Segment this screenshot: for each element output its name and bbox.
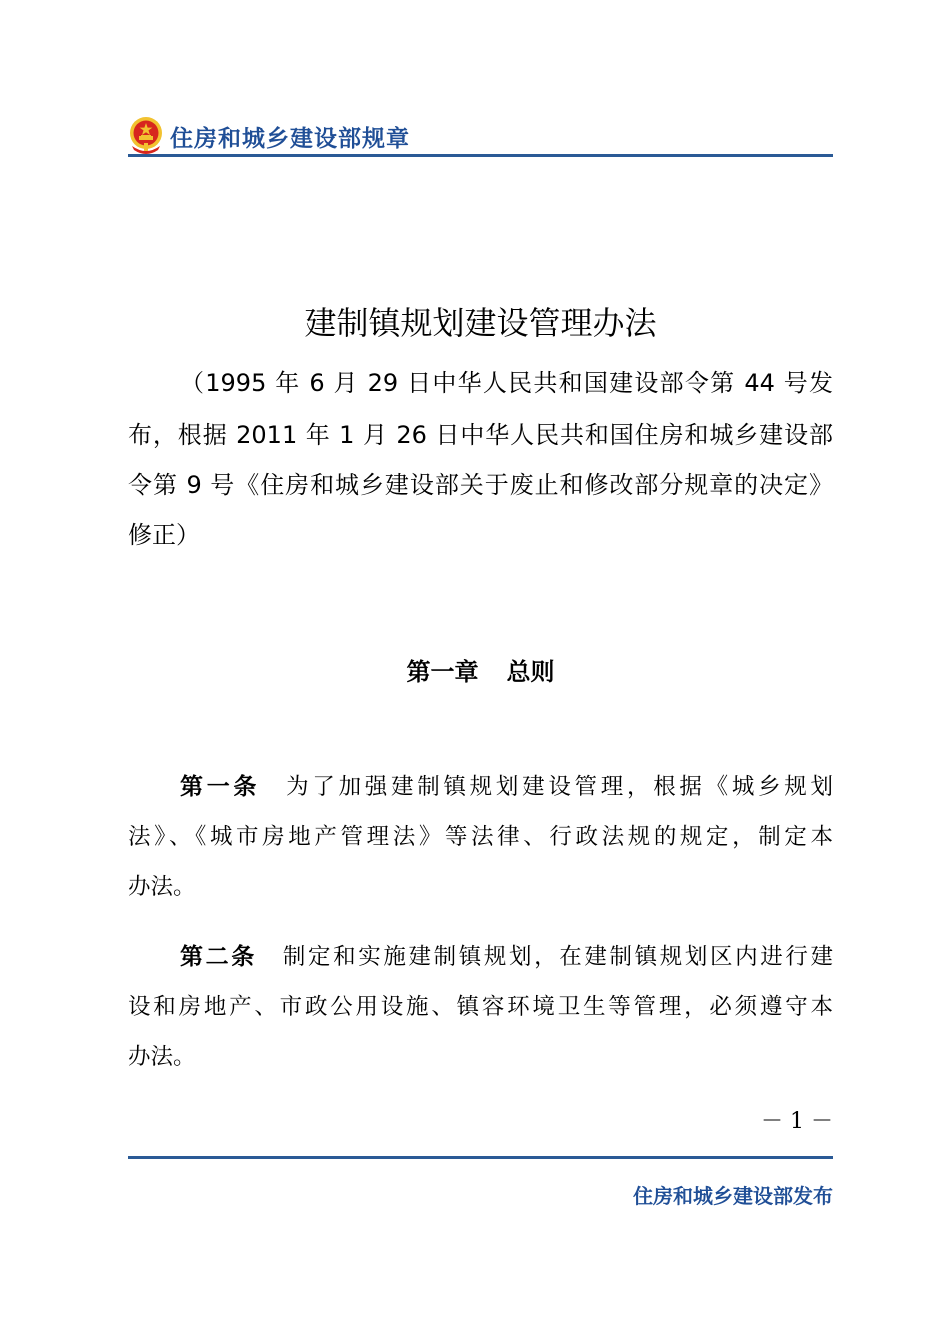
national-emblem-icon — [128, 116, 164, 154]
article-line: 办法。 — [128, 874, 196, 900]
source-line: 令第 9 号《住房和城乡建设部关于废止和修改部分规章的决定》 — [128, 471, 833, 499]
footer-divider — [128, 1156, 833, 1159]
article-label: 第二条 — [180, 944, 257, 970]
article-line: 办法。 — [128, 1044, 196, 1070]
chapter-name: 总则 — [506, 658, 555, 686]
chapter-number: 第一章 — [406, 658, 479, 686]
page-header — [128, 114, 833, 158]
article-text: 为了加强建制镇规划建设管理，根据《城乡规划 — [286, 774, 833, 800]
source-line: 修正） — [128, 521, 200, 549]
source-line: （1995 年 6 月 29 日中华人民共和国建设部令第 44 号发 — [180, 369, 833, 397]
chapter-heading — [128, 652, 833, 687]
article-line — [180, 772, 833, 802]
article-line — [180, 942, 833, 972]
article-line: 法》、《城市房地产管理法》等法律、行政法规的规定，制定本 — [128, 824, 833, 850]
header-title: 住房和城乡建设部规章 — [170, 126, 410, 152]
article-label: 第一条 — [180, 774, 261, 800]
source-line: 布，根据 2011 年 1 月 26 日中华人民共和国住房和城乡建设部 — [128, 421, 833, 449]
document-title: 建制镇规划建设管理办法 — [304, 304, 657, 342]
article-line: 设和房地产、市政公用设施、镇容环境卫生等管理，必须遵守本 — [128, 994, 833, 1020]
article-text: 制定和实施建制镇规划，在建制镇规划区内进行建 — [282, 944, 833, 970]
page-number: － 1 － — [761, 1109, 833, 1134]
footer-publisher: 住房和城乡建设部发布 — [633, 1184, 833, 1208]
header-divider — [128, 154, 833, 157]
